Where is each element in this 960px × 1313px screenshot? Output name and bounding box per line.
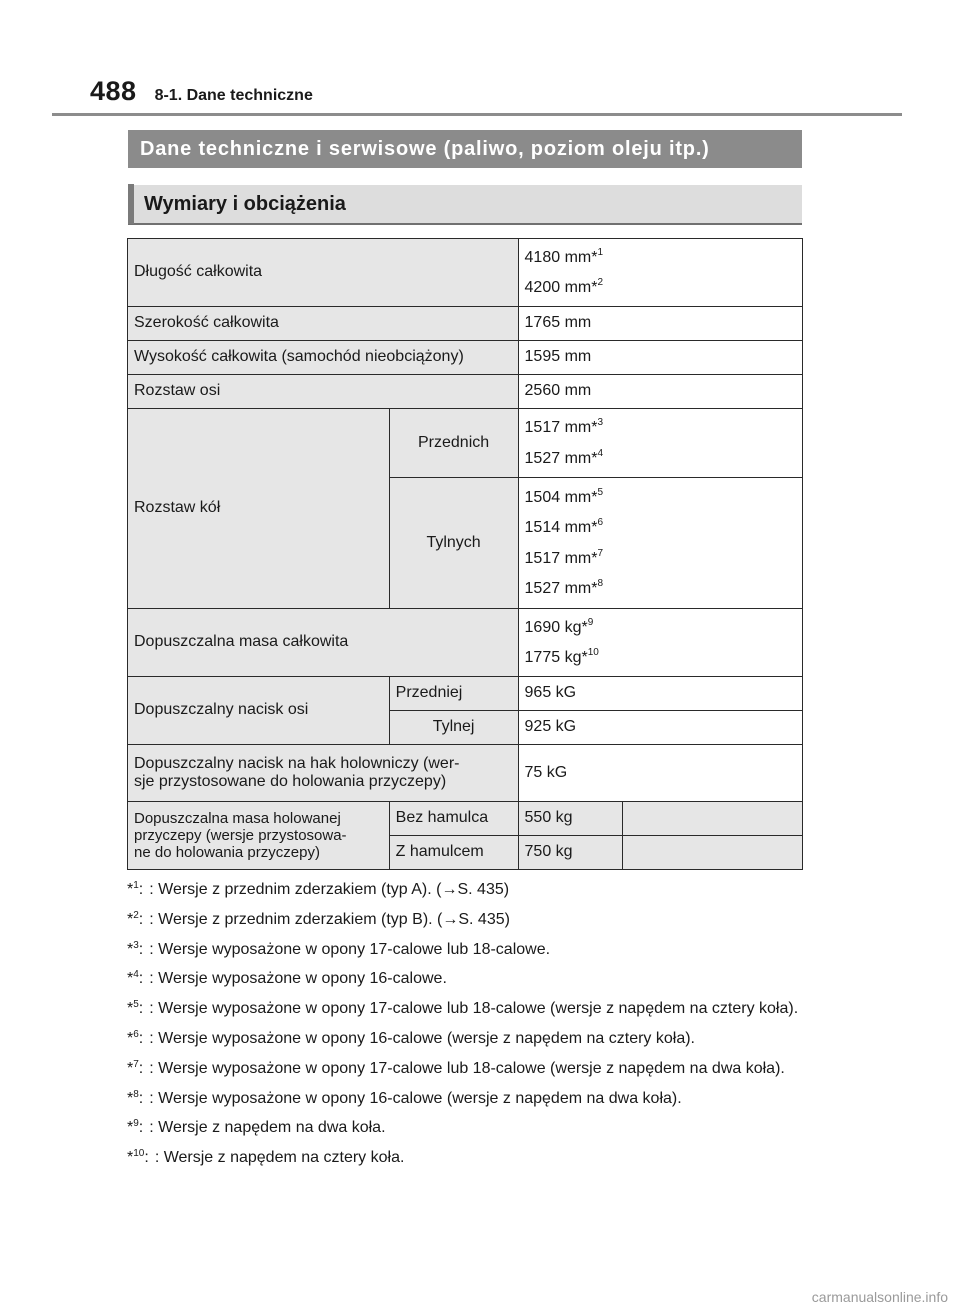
table-row [128,409,803,478]
watermark: carmanualsonline.info [811,1289,948,1305]
row-label: Długość całkowita [128,239,519,307]
row-label-line: przyczepy (wersje przystosowa- [134,826,347,844]
table-row [128,239,803,307]
row-label [128,802,390,870]
footnote: *$^8$: : Wersje wyposażone w opony 16-calowe (wersje z napędem na dwa koła). [127,1088,682,1107]
sub-label: 750 kg [518,836,623,870]
row-value: 4180 mm*$^1$ 4200 mm*$^2$ [518,239,802,307]
row-value: 1690 kg*$^9$ 1775 kg*$^{10}$ [518,609,802,677]
row-label: Dopuszczalna masa całkowita [128,609,519,677]
table-row [128,609,803,677]
row-value: 1517 mm*$^3$ 1527 mm*$^4$ [518,409,802,478]
row-label: Dopuszczalny nacisk osi [128,677,390,745]
footnote: *$^1$: : Wersje z przednim zderzakiem (typ A). (→S. 435) [127,880,510,898]
sub-label: Bez hamulca [389,802,518,836]
footnote: *$^9$: : Wersje z napędem na dwa koła. [127,1118,386,1137]
table-row [128,677,803,711]
sub-label: Przedniej [389,677,518,711]
empty-cell [623,802,803,836]
section-title: Dane techniczne i serwisowe (paliwo, poziom oleju itp.) [140,137,710,160]
footnote: *$^5$: : Wersje wyposażone w opony 17-calowe lub 18-calowe (wersje z napędem na cztery koła). [127,999,799,1018]
row-value: 1504 mm*$^5$ 1514 mm*$^6$ 1517 mm*$^7$ 1527 mm*$^8$ [518,478,802,609]
sub-label: Tylnej [389,711,518,745]
footnote: *$^6$: : Wersje wyposażone w opony 16-calowe (wersje z napędem na cztery koła). [127,1028,695,1047]
sub-label: Z hamulcem [389,836,518,870]
sub-label: Tylnych [389,478,518,609]
row-value: 75 kG [518,745,802,802]
row-label-line: Dopuszczalna masa holowanej [134,809,341,827]
row-label: Rozstaw kół [128,409,390,609]
sub-label: Przednich [389,409,518,478]
footnote: *$^4$: : Wersje wyposażone w opony 16-calowe. [127,969,447,988]
row-value: 2560 mm [518,375,802,409]
dimensions-table [127,238,803,870]
subsection-title: Wymiary i obciążenia [144,192,346,215]
footnote: *$^7$: : Wersje wyposażone w opony 17-calowe lub 18-calowe (wersje z napędem na dwa koła). [127,1058,785,1077]
section-title-banner [128,130,802,168]
table-row [128,341,803,375]
row-label-line: ne do holowania przyczepy) [134,844,320,862]
sub-label: 550 kg [518,802,623,836]
table-row [128,307,803,341]
row-label: Wysokość całkowita (samochód nieobciążony) [128,341,519,375]
row-label-line: Dopuszczalny nacisk na hak holowniczy (wer- [134,754,460,772]
row-label [128,745,519,802]
page-header [90,76,313,107]
row-value: 1595 mm [518,341,802,375]
row-value: 1765 mm [518,307,802,341]
table-row [128,745,803,802]
footnote: *$^3$: : Wersje wyposażone w opony 17-calowe lub 18-calowe. [127,939,551,958]
empty-cell [623,836,803,870]
section-label: 8-1. Dane techniczne [154,87,313,104]
row-label: Szerokość całkowita [128,307,519,341]
row-value: 925 kG [518,711,802,745]
footnote: *$^2$: : Wersje z przednim zderzakiem (typ B). (→S. 435) [127,909,510,928]
row-label-line: sje przystosowane do holowania przyczepy) [134,773,447,790]
subsection-marker [128,184,134,224]
table-row [128,375,803,409]
footnotes [127,880,803,1178]
header-divider [52,113,902,116]
row-label: Rozstaw osi [128,375,519,409]
subsection-banner [128,185,802,225]
row-value: 965 kG [518,677,802,711]
page-number: 488 [90,76,137,106]
footnote: *$^{10}$: : Wersje z napędem na cztery koła. [127,1148,405,1167]
table-row [128,802,803,836]
